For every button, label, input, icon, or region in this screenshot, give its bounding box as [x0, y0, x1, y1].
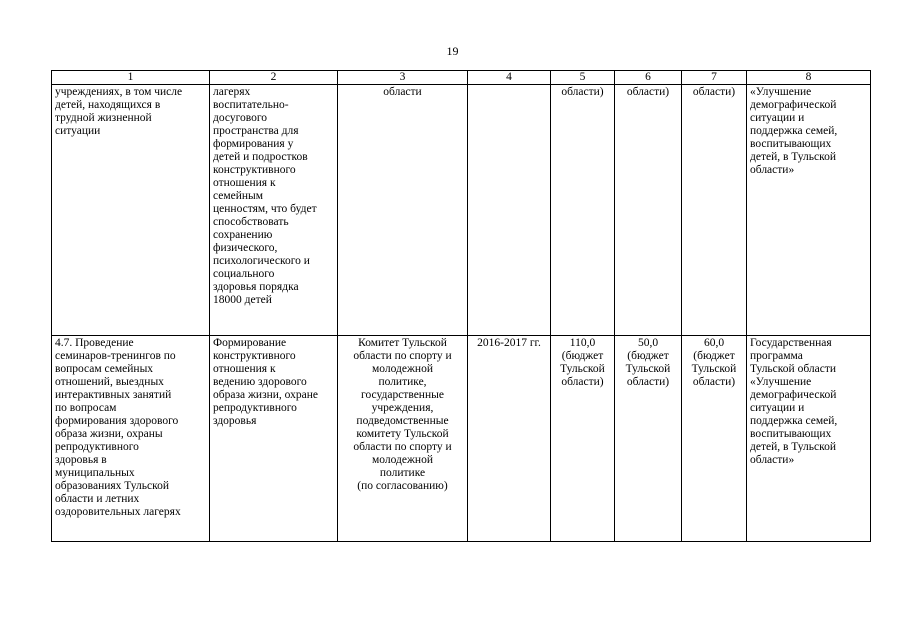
header-col-2: 2 [210, 71, 338, 85]
header-col-6: 6 [615, 71, 682, 85]
executor-cell: области [338, 85, 468, 336]
header-row [52, 71, 871, 85]
funding-2017-cell: 60,0 (бюджет Тульской области) [682, 336, 747, 542]
funding-2016-cell: 50,0 (бюджет Тульской области) [615, 336, 682, 542]
result-cell: Формирование конструктивного отношения к ведению здорового образа жизни, охране репродуктивного здоровья [210, 336, 338, 542]
total-funding-cell: 110,0 (бюджет Тульской области) [551, 336, 615, 542]
period-cell: 2016-2017 гг. [468, 336, 551, 542]
page-number: 19 [446, 44, 459, 58]
funding-2016-cell: области) [615, 85, 682, 336]
result-cell: лагерях воспитательно- досугового пространства для формирования у детей и подростков конструктивного отношения к семейным ценностям, что будет способствовать сохранению физического, психологического и социального здоровья порядка 18000 детей [210, 85, 338, 336]
plan-table [51, 70, 871, 542]
total-funding-cell: области) [551, 85, 615, 336]
funding-2017-cell: области) [682, 85, 747, 336]
program-cell: Государственная программа Тульской области «Улучшение демографической ситуации и поддержка семей, воспитывающих детей, в Тульской области» [747, 336, 871, 542]
header-col-4: 4 [468, 71, 551, 85]
activity-cell: учреждениях, в том числе детей, находящихся в трудной жизненной ситуации [52, 85, 210, 336]
period-cell [468, 85, 551, 336]
program-cell: «Улучшение демографической ситуации и поддержка семей, воспитывающих детей, в Тульской области» [747, 85, 871, 336]
header-col-8: 8 [747, 71, 871, 85]
activity-cell: 4.7. Проведение семинаров-тренингов по вопросам семейных отношений, выездных интерактивных занятий по вопросам формирования здорового образа жизни, охраны репродуктивного здоровья в муниципальных образованиях Тульской области и летних оздоровительных лагерях [52, 336, 210, 542]
header-col-5: 5 [551, 71, 615, 85]
table-row [52, 336, 871, 542]
header-col-7: 7 [682, 71, 747, 85]
executor-cell: Комитет Тульской области по спорту и молодежной политике, государственные учреждения, подведомственные комитету Тульской области по спорту и молодежной политике (по согласованию) [338, 336, 468, 542]
header-col-1: 1 [52, 71, 210, 85]
table-row [52, 85, 871, 336]
header-col-3: 3 [338, 71, 468, 85]
